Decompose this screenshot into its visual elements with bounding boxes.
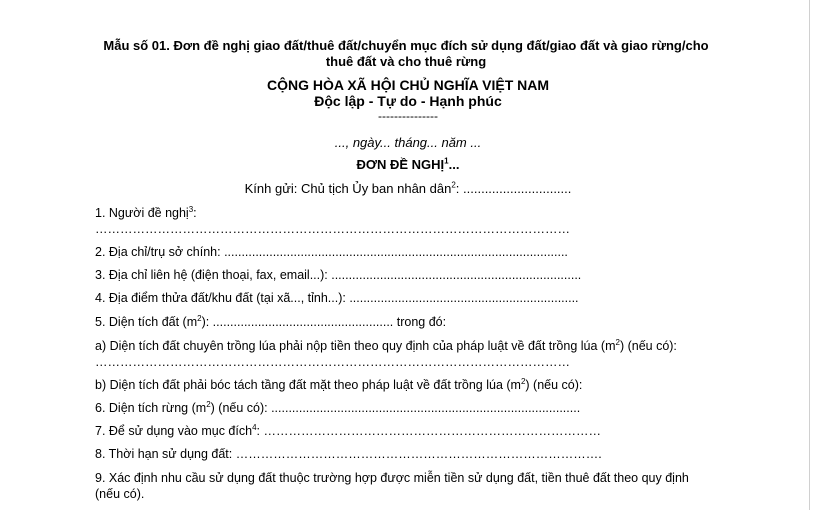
forest-label: 6. Diện tích rừng (m xyxy=(95,401,207,415)
applicant-label: 1. Người đề nghị xyxy=(95,206,189,220)
date-line: ..., ngày... tháng... năm ... xyxy=(334,135,482,150)
superscript: 2 xyxy=(197,313,202,323)
footnote-marker: 2 xyxy=(451,180,456,190)
item-exemption: 9. Xác định nhu cầu sử dụng đất thuộc trường hợp được miễn tiền sử dụng đất, tiền thuê đất theo quy định (nếu có). xyxy=(95,471,689,501)
purpose-blank: : ……………………………………………………………………… xyxy=(256,424,601,438)
item-area xyxy=(95,315,446,329)
footnote-marker: 1 xyxy=(444,156,449,166)
form-title: Mẫu số 01. Đơn đề nghị giao đất/thuê đất/chuyển mục đích sử dụng đất/giao đất và giao rừng/cho thuê đất và cho thuê rừng xyxy=(103,38,709,69)
rice-tail: ) (nếu có): xyxy=(619,339,677,353)
national-motto: Độc lập - Tự do - Hạnh phúc xyxy=(314,93,502,109)
forest-blank: ) (nếu có): ......................................................................................... xyxy=(210,401,581,415)
applicant-colon: : xyxy=(193,206,197,220)
item-purpose xyxy=(95,424,601,438)
superscript: 2 xyxy=(520,376,526,386)
recipient-line xyxy=(0,181,816,196)
item-forest-area xyxy=(95,401,580,415)
republic-name: CỘNG HÒA XÃ HỘI CHỦ NGHĨA VIỆT NAM xyxy=(266,77,550,93)
superscript: 2 xyxy=(615,337,620,347)
area-label: 5. Diện tích đất (m xyxy=(95,315,198,329)
heading-ellipsis: ... xyxy=(448,157,460,172)
applicant-blank: …………………………………………………………………………………………………… xyxy=(95,222,570,236)
item-applicant xyxy=(95,206,197,220)
footnote-marker: 3 xyxy=(188,204,194,214)
heading-text: ĐƠN ĐỀ NGHỊ xyxy=(356,157,445,172)
item-rice-land xyxy=(95,339,677,353)
item-location: 4. Địa điểm thửa đất/khu đất (tại xã..., tỉnh...): .................................................................. xyxy=(95,291,579,305)
item-topsoil xyxy=(95,378,582,392)
purpose-label: 7. Để sử dụng vào mục đích xyxy=(95,424,253,438)
topsoil-label: b) Diện tích đất phải bóc tách tầng đất mặt theo pháp luật về đất trồng lúa (m xyxy=(95,378,521,392)
footnote-marker: 4 xyxy=(252,422,257,432)
item-contact: 3. Địa chỉ liên hệ (điện thoại, fax, email...): ........................................................................ xyxy=(95,268,582,282)
item-term: 8. Thời hạn sử dụng đất: ……………………………………………………………………………. xyxy=(95,447,602,461)
superscript: 2 xyxy=(206,399,211,409)
document-heading xyxy=(0,157,816,172)
recipient-text: Kính gửi: Chủ tịch Ủy ban nhân dân xyxy=(244,181,452,196)
item-address: 2. Địa chỉ/trụ sở chính: ................................................................................................... xyxy=(95,245,568,259)
rice-blank: …………………………………………………………………………………………………… xyxy=(95,355,570,369)
rice-label: a) Diện tích đất chuyên trồng lúa phải nộp tiền theo quy định của pháp luật về đất trồng lúa (m xyxy=(95,339,616,353)
topsoil-tail: ) (nếu có): xyxy=(525,378,583,392)
separator-line: --------------- xyxy=(378,109,438,123)
area-blank: ): .................................................... trong đó: xyxy=(201,315,447,329)
recipient-blank: : .............................. xyxy=(455,181,572,196)
